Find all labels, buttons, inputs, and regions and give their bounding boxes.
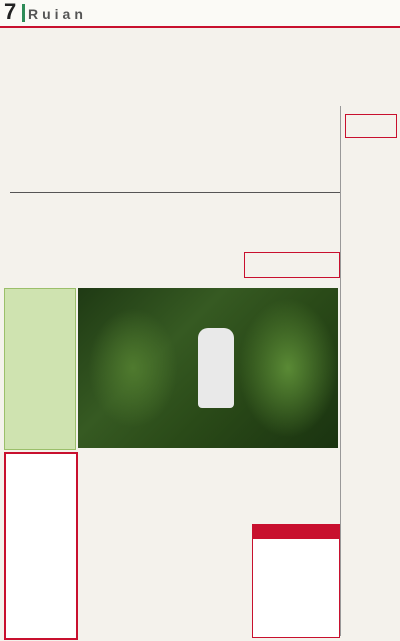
story-column <box>262 110 340 192</box>
subsection-heading <box>78 550 248 564</box>
story-column <box>166 566 248 636</box>
accent-bar <box>22 4 25 22</box>
story2-subhead <box>4 254 240 276</box>
story-column <box>78 466 162 506</box>
photo-foliage <box>88 308 178 428</box>
advertisement[interactable] <box>252 524 340 638</box>
paper-name <box>324 4 394 22</box>
sidebar-subhead <box>344 326 398 338</box>
story2-headline <box>4 218 340 252</box>
page-number: 7 <box>4 0 17 24</box>
divider-rule <box>10 192 340 193</box>
bottom-body <box>78 566 248 636</box>
page-header <box>0 0 400 28</box>
story-column <box>166 466 250 506</box>
pull-quote-box <box>4 288 76 450</box>
story2-logo <box>244 252 340 278</box>
main-headline <box>14 66 386 102</box>
story-column <box>178 110 256 192</box>
ad-headline <box>255 543 337 591</box>
story2-body <box>78 466 338 506</box>
ticker-line <box>0 30 400 44</box>
sidebar <box>340 106 399 636</box>
main-kicker <box>14 44 386 66</box>
section-masthead <box>28 6 148 22</box>
news-photo <box>78 288 338 448</box>
story-column <box>254 466 338 506</box>
news-box-title <box>9 458 73 484</box>
sidebar-body <box>344 198 398 324</box>
sidebar-logo <box>345 114 397 138</box>
ad-stripe <box>253 525 339 539</box>
photo-figure <box>198 328 234 408</box>
main-story-body <box>10 110 340 192</box>
story-column <box>94 110 172 192</box>
story-column <box>10 110 88 192</box>
news-box-body <box>9 486 73 634</box>
news-box <box>4 452 78 640</box>
subsection-heading <box>78 510 248 524</box>
sidebar-body-2 <box>344 338 398 408</box>
pull-quote-text <box>9 295 71 443</box>
photo-caption <box>78 450 338 464</box>
section-romanized: Ruian <box>28 6 87 22</box>
photo-foliage <box>238 298 338 438</box>
story-column <box>78 566 160 636</box>
sidebar-title <box>344 142 398 196</box>
ad-footer <box>255 595 337 633</box>
story2-kicker <box>4 198 240 218</box>
